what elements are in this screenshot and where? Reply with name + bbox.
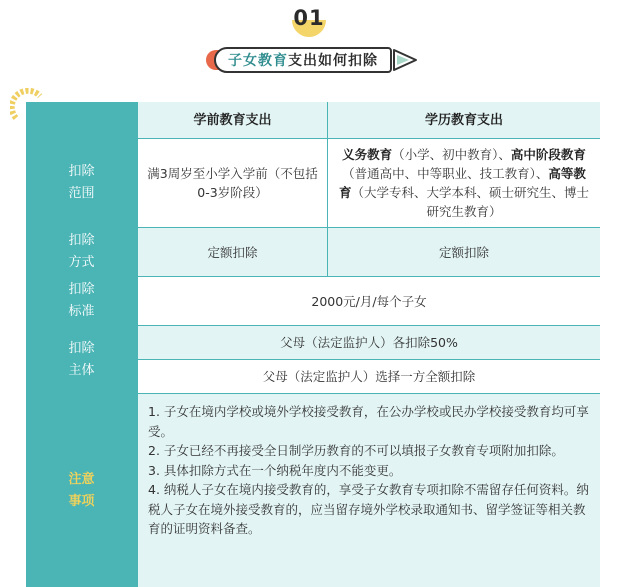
row-label-notes-line2: 事项 — [68, 493, 95, 509]
section-header — [0, 0, 620, 95]
row-label-standard-line2: 标准 — [68, 304, 95, 319]
section-title-rest: 支出如何扣除 — [288, 53, 378, 69]
section-number: 01 — [293, 6, 325, 30]
scope-academic-segment: （小学、初中教育）、 — [392, 147, 511, 162]
scope-academic-segment: （普通高中、中等职业、技工教育）、 — [342, 166, 549, 181]
section-title-highlight: 子女教育 — [228, 53, 288, 69]
note-item-3: 3. 具体扣除方式在一个纳税年度内不能变更。 — [148, 462, 402, 478]
scope-academic-segment: 高等教育 — [338, 166, 586, 200]
standard-value: 2000元/月/每个子女 — [138, 277, 600, 325]
deduction-table — [26, 102, 600, 587]
subject-option-2: 父母（法定监护人）选择一方全额扣除 — [138, 360, 600, 393]
row-label-scope — [26, 139, 137, 227]
scope-academic — [328, 139, 600, 227]
play-arrow-icon — [392, 47, 418, 73]
scope-academic-segment: （大学专科、大学本科、硕士研究生、博士研究生教育） — [351, 185, 590, 219]
row-label-scope-line2: 范围 — [68, 186, 95, 201]
note-item-2: 2. 子女已经不再接受全日制学历教育的不可以填报子女教育专项附加扣除。 — [148, 443, 564, 458]
row-label-notes — [26, 394, 137, 587]
row-label-notes-line1: 注意 — [68, 471, 95, 487]
row-label-standard — [26, 277, 137, 325]
row-label-method-line1: 扣除 — [68, 233, 95, 248]
row-label-scope-line1: 扣除 — [68, 164, 95, 179]
row-label-subject-line2: 主体 — [68, 362, 95, 378]
row-label-subject-line1: 扣除 — [68, 340, 95, 356]
column-header-academic: 学历教育支出 — [328, 102, 600, 138]
title-pill — [206, 44, 416, 76]
row-label-method — [26, 228, 137, 276]
scope-academic-text — [336, 145, 592, 221]
method-preschool: 定额扣除 — [138, 228, 327, 276]
section-number-badge — [289, 6, 329, 38]
row-label-standard-line1: 扣除 — [68, 282, 95, 297]
row-label-method-line2: 方式 — [68, 255, 95, 270]
subject-option-1: 父母（法定监护人）各扣除50% — [138, 326, 600, 359]
scope-academic-segment: 高中阶段教育 — [510, 147, 586, 162]
scope-academic-segment: 义务教育 — [342, 147, 393, 162]
section-title — [214, 50, 392, 70]
note-item-1: 1. 子女在境内学校或境外学校接受教育，在公办学校或民办学校接受教育均可享受。 — [148, 404, 589, 439]
method-academic: 定额扣除 — [328, 228, 600, 276]
column-header-preschool: 学前教育支出 — [138, 102, 327, 138]
row-label-subject — [26, 326, 137, 393]
note-item-4: 4. 纳税人子女在境内接受教育的，享受子女教育专项扣除不需留存任何资料。纳税人子女在境外接受教育的，应当留存境外学校录取通知书、留学签证等相关教育的证明资料备查。 — [148, 482, 589, 536]
notes-content — [138, 394, 600, 587]
scope-preschool: 满3周岁至小学入学前（不包括0-3岁阶段） — [138, 139, 327, 227]
